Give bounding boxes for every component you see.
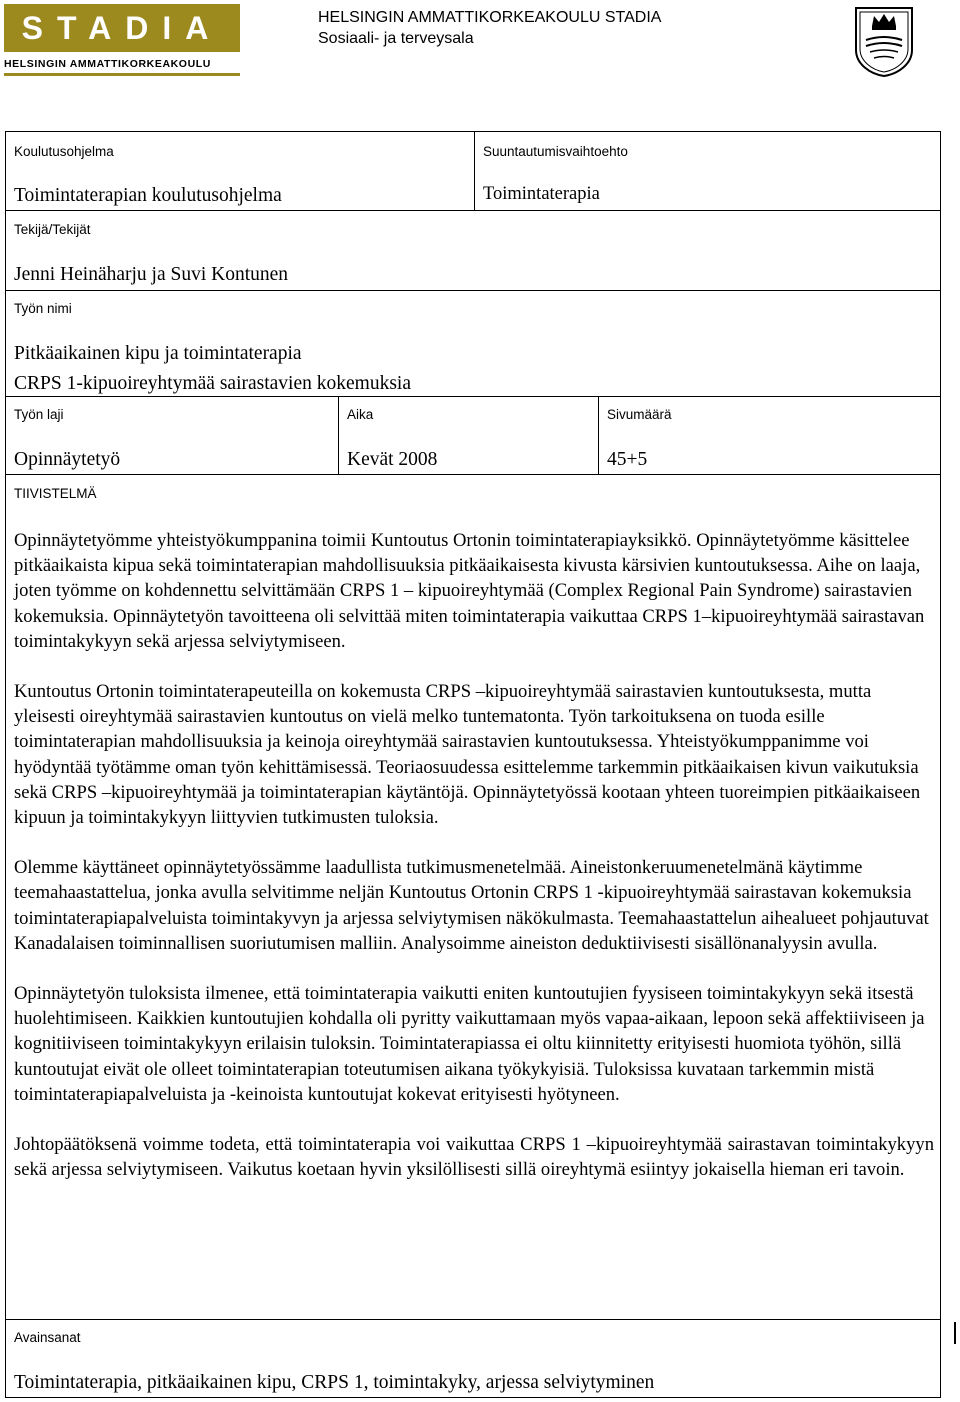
abstract-paragraph: Johtopäätöksenä voimme todeta, että toimintaterapia voi vaikuttaa CRPS 1 –kipuoireyhtymää sairastavan toimintakykyyn sekä arjessa selviytymiseen. Vaikutus koetaan hyvin yksilöllisesti sillä oireyhtymä esiintyy jokaisella hieman eri tavoin. (14, 1134, 934, 1181)
tyon-nimi-line1: Pitkäaikainen kipu ja toimintaterapia (14, 343, 302, 364)
tekija-value: Jenni Heinäharju ja Suvi Kontunen (14, 264, 289, 285)
column-divider (598, 396, 599, 474)
tekija-label: Tekijä/Tekijät (14, 222, 91, 237)
tyon-laji-label: Työn laji (14, 407, 64, 422)
aika-value: Kevät 2008 (347, 449, 438, 470)
avainsanat-label: Avainsanat (14, 1330, 81, 1345)
institution-name: HELSINGIN AMMATTIKORKEAKOULU STADIA (318, 9, 662, 26)
logo-rule (4, 73, 240, 76)
abstract-paragraph: Kuntoutus Ortonin toimintaterapeuteilla on kokemusta CRPS –kipuoireyhtymää sairastavien kuntoutuksesta, mutta yleisesti oireyhtymää sairastavien kuntoutus on vielä melko tuntematonta. Työn tarkoituksena on tuoda esille toimintaterapian mahdollisuuksia ja keinoja oireyhtymää sairastavien kuntoutuksessa. Yhteistyökumppanimme voi hyödyntää työtämme oman työn kehittämisessä. Teoriaosuudessa esittelemme tarkemmin pitkäaikaisen kivun vaikutuksia sekä CRPS –kipuoireyhtymää ja toimintaterapian käytäntöjä. Opinnäytetyössä kootaan yhteen tuoreimpien pitkäaikaiseen kipuun ja toimintakykyyn liittyvien tutkimusten tuloksia. (14, 681, 921, 829)
row-divider (5, 1319, 941, 1320)
column-divider (474, 131, 475, 210)
abstract-paragraph: Opinnäytetyömme yhteistyökumppanina toimii Kuntoutus Ortonin toimintaterapiayksikkö. Opinnäytetyömme käsittelee pitkäaikaista kipua sekä toimintaterapian mahdollisuuksia pitkäaikaisesta kivusta kärsivien kuntoutuksessa. Aihe on laaja, joten työmme on kohdennettu selvittämään CRPS 1 – kipuoireyhtymää (Complex Regional Pain Syndrome) sairastavien kokemuksia. Opinnäytetyön tavoitteena oli selvittää miten toimintaterapia vaikuttaa CRPS 1–kipuoireyhtymää sairastavan toimintakykyyn sekä arjessa selviytymiseen. (14, 530, 925, 652)
row-divider (5, 290, 941, 291)
abstract-paragraph: Opinnäytetyön tuloksista ilmenee, että toimintaterapia vaikutti eniten kuntoutujien fyysiseen toimintakykyyn sekä itsestä huolehtimiseen. Kaikkien kuntoutujien kohdalla oli pyritty vaikuttamaan myös vapaa-aikaan, lepoon sekä affektiiviseen ja kognitiiviseen toimintakykyyn erilaisin tuloksin. Toimintaterapiassa ei oltu kiinnitetty erityisesti huomiota työhön, sillä kuntoutujat eivät ole olleet toimintaterapian toteutumisen aikana työkykyisiä. Tuloksissa kuvataan tarkemmin mistä toimintaterapiapalveluista ja -keinoista kuntoutujat kokevat erityisesti hyötyneen. (14, 983, 925, 1105)
logo-subtitle: HELSINGIN AMMATTIKORKEAKOULU (4, 58, 211, 70)
text-cursor (954, 1322, 956, 1344)
column-divider (338, 396, 339, 474)
abstract-body (14, 528, 934, 1207)
stadia-logo (4, 4, 240, 80)
tyon-nimi-label: Työn nimi (14, 301, 72, 316)
institution-block (318, 7, 661, 49)
abstract-paragraph: Olemme käyttäneet opinnäytetyössämme laadullista tutkimusmenetelmää. Aineistonkeruumenetelmänä käytimme teemahaastattelua, jonka avulla selvitimme neljän Kuntoutus Ortonin CRPS 1 -kipuoireyhtymää sairastavan kokemuksia toimintaterapiapalveluista toimintakyvyn ja arjessa selviytymisen näkökulmasta. Teemahaastattelun aihealueet pohjautuvat Kanadalaisen toiminnallisen suoriutumisen malliin. Analysoimme aineiston deduktiivisesti sisällönanalyysin avulla. (14, 857, 929, 954)
row-divider (5, 474, 941, 475)
row-divider (5, 210, 941, 211)
sivumaara-label: Sivumäärä (607, 407, 672, 422)
avainsanat-value: Toimintaterapia, pitkäaikainen kipu, CRPS 1, toimintakyky, arjessa selviytyminen (14, 1372, 655, 1393)
helsinki-crest-icon (852, 4, 916, 78)
suuntautuminen-label: Suuntautumisvaihtoehto (483, 144, 628, 159)
sivumaara-value: 45+5 (607, 449, 648, 470)
department-name: Sosiaali- ja terveysala (318, 30, 474, 47)
tiivistelma-label: TIIVISTELMÄ (14, 486, 97, 501)
logo-wordmark: STADIA (4, 4, 240, 52)
koulutusohjelma-label: Koulutusohjelma (14, 144, 114, 159)
row-divider (5, 396, 941, 397)
aika-label: Aika (347, 407, 374, 422)
tyon-laji-value: Opinnäytetyö (14, 449, 121, 470)
koulutusohjelma-value: Toimintaterapian koulutusohjelma (14, 185, 282, 206)
tyon-nimi-line2: CRPS 1-kipuoireyhtymää sairastavien kokemuksia (14, 373, 411, 394)
suuntautuminen-value: Toimintaterapia (483, 184, 600, 204)
